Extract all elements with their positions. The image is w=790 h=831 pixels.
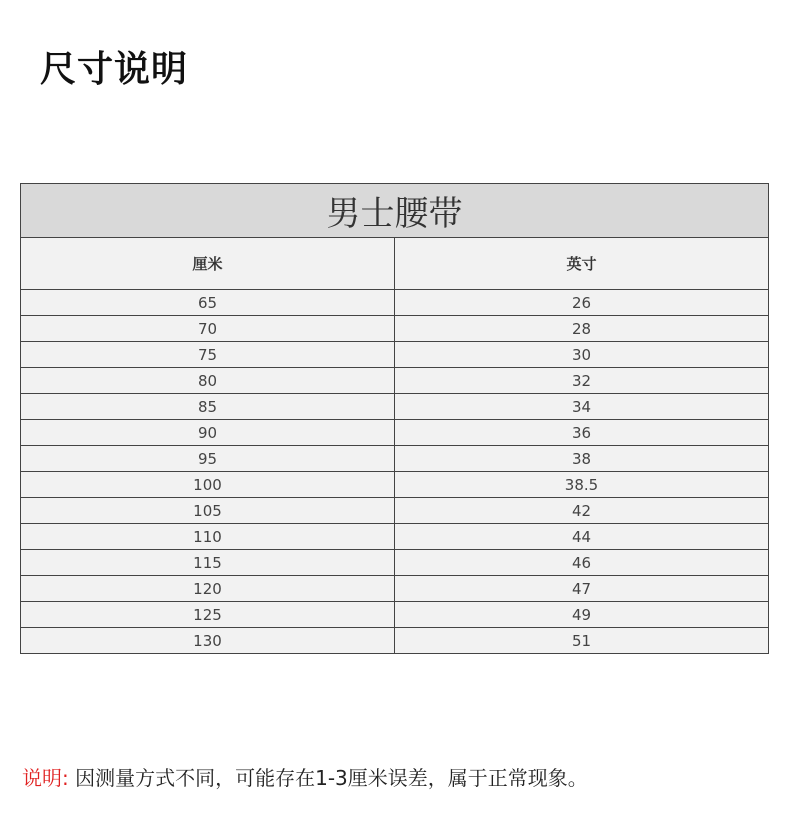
table-row: [21, 368, 769, 394]
cell-cm: 85: [21, 394, 395, 420]
table-row: [21, 550, 769, 576]
cell-cm: 120: [21, 576, 395, 602]
cell-inch: 38.5: [395, 472, 769, 498]
cell-inch: 34: [395, 394, 769, 420]
cell-cm: 90: [21, 420, 395, 446]
cell-cm: 65: [21, 290, 395, 316]
page-title: 尺寸说明: [40, 49, 189, 90]
cell-inch: 30: [395, 342, 769, 368]
table-row: [21, 394, 769, 420]
table-title-row: [21, 184, 769, 238]
cell-cm: 75: [21, 342, 395, 368]
table-row: [21, 576, 769, 602]
table-row: [21, 446, 769, 472]
cell-inch: 38: [395, 446, 769, 472]
cell-cm: 70: [21, 316, 395, 342]
cell-inch: 26: [395, 290, 769, 316]
cell-inch: 47: [395, 576, 769, 602]
cell-cm: 100: [21, 472, 395, 498]
cell-cm: 125: [21, 602, 395, 628]
table-row: [21, 316, 769, 342]
note-text: 因测量方式不同，可能存在1-3厘米误差，属于正常现象。: [68, 766, 588, 790]
cell-inch: 42: [395, 498, 769, 524]
cell-cm: 115: [21, 550, 395, 576]
cell-cm: 80: [21, 368, 395, 394]
table-header-row: [21, 238, 769, 290]
cell-inch: 44: [395, 524, 769, 550]
table-row: [21, 498, 769, 524]
table-row: [21, 628, 769, 654]
table-row: [21, 602, 769, 628]
table-row: [21, 420, 769, 446]
size-table: [20, 183, 769, 654]
table-row: [21, 290, 769, 316]
column-header-inch: 英寸: [395, 238, 769, 290]
cell-inch: 49: [395, 602, 769, 628]
cell-inch: 32: [395, 368, 769, 394]
table-row: [21, 524, 769, 550]
cell-cm: 110: [21, 524, 395, 550]
cell-inch: 28: [395, 316, 769, 342]
cell-cm: 105: [21, 498, 395, 524]
note-label: 说明:: [22, 766, 69, 790]
cell-cm: 95: [21, 446, 395, 472]
table-title: 男士腰带: [21, 184, 769, 238]
cell-inch: 51: [395, 628, 769, 654]
cell-inch: 46: [395, 550, 769, 576]
table-row: [21, 472, 769, 498]
cell-inch: 36: [395, 420, 769, 446]
table-row: [21, 342, 769, 368]
note: [22, 762, 588, 791]
cell-cm: 130: [21, 628, 395, 654]
table-body: [21, 290, 769, 654]
column-header-cm: 厘米: [21, 238, 395, 290]
